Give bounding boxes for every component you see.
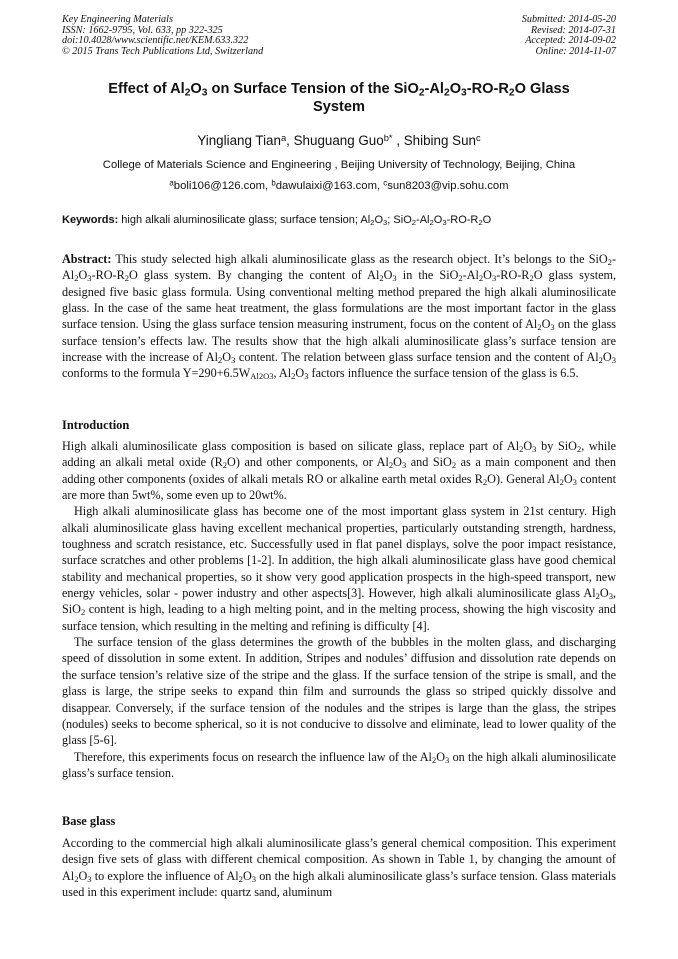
introduction-heading: Introduction: [62, 418, 130, 432]
title-line-1: Effect of $Al_2O_3$ on Surface Tension of the $SiO_2-Al_2O_3-RO-R_2O$ Glass: [108, 81, 570, 99]
email-link[interactable]: sun8203@vip.sohu.com: [387, 180, 509, 192]
base-glass-paragraph-1: According to the commercial high alkali aluminosilicate glass’s general chemical composition. This experiment design five sets of glass with different chemical composition. As shown in Table 1, by changing the amount of $Al_2O_3$ to explore the influence of $Al_2O_3$ on the high alkali aluminosilicate glass’s surface tension. Glass materials used in this experiment include: quartz sand, aluminum: [62, 836, 616, 900]
author-emails: $^a$boli106@126.com, $^b$dawulaixi@163.com, $^c$sun8203@vip.sohu.com: [169, 178, 509, 192]
submitted-date: Submitted: 2014-05-20: [521, 14, 616, 25]
intro-paragraph-3: The surface tension of the glass determines the growth of the bubbles in the molten glass, and discharging speed of dissolution in some extent. In addition, Stripes and nodules’ diffusion and dissolution rate depends on the surface tension’s relative size of the stripe and the glass. If the surface tension of the stripe is small, and the glass is large, the stripe seeks to expand thin film and surrounds the glass so striped quickly dissolve and disappear. Conversely, if the surface tension of the nodules and the stripes is large than the glass, the stripes (nodules) seeks to become spherical, so it is not conducive to dissolve and eliminate, lead to lower quality of the glass [5-6].: [62, 635, 616, 748]
journal-header-right: [522, 15, 616, 57]
abstract: [62, 251, 616, 382]
doi-line: doi:10.4028/www.scientific.net/KEM.633.322: [62, 35, 249, 47]
keywords: Keywords: high alkali aluminosilicate glass; surface tension; $Al_2O_3$; $SiO_2-Al_2O_3-RO-R_2O$: [62, 214, 492, 227]
paper-title: [62, 80, 616, 116]
introduction-section: [62, 438, 616, 781]
email-link[interactable]: dawulaixi@163.com,: [275, 180, 384, 192]
base-glass-heading: Base glass: [62, 814, 116, 828]
copyright-line: © 2015 Trans Tech Publications Ltd, Switzerland: [62, 45, 264, 57]
issn-line: ISSN: 1662-9795, Vol. 633, pp 322-325: [62, 24, 223, 36]
intro-paragraph-4: Therefore, this experiments focus on research the influence law of the $Al_2O_3$ on the high alkali aluminosilicate glass’s surface tension.: [62, 749, 616, 780]
author-list: Yingliang Tian$^a$, Shuguang Guo$^{b*}$ , Shibing Sun$^c$: [197, 132, 481, 148]
revised-date: Revised: 2014-07-31: [530, 24, 616, 36]
abstract-text: Abstract: This study selected high alkali aluminosilicate glass as the research object. It’s belongs to the $SiO_2-Al_2O_3-RO-R_2O$ glass system. By changing the content of $Al_2O_3$ in the $SiO_2-Al_2O_3-RO-R_2O$ glass system, designed five basic glass formula. Using conventional melting method prepared the high alkali aluminosilicate glass. In the case of the same heat treatment, the glass formulations are the most important factor in the glass surface tension. Using the glass surface tension measuring instrument, focus on the content of $Al_2O_3$ on the glass surface tension’s effects law. The results show that the high alkali aluminosilicate glass’s surface tension are increase with the increase of $Al_2O_3$ content. The relation between glass surface tension and the content of $Al_2O_3$ conforms to the formula $Y=290+6.5W_{Al2O3}$, $Al_2O_3$ factors influence the surface tension of the glass is 6.5.: [62, 252, 617, 382]
accepted-date: Accepted: 2014-09-02: [525, 35, 616, 47]
online-date: Online: 2014-11-07: [535, 45, 616, 57]
intro-paragraph-2: High alkali aluminosilicate glass has become one of the most important glass system in 21st century. High alkali aluminosilicate glass having excellent mechanical properties, particularly outstanding strength, hardness, toughness and scratch resistance, etc. Successfully used in flat panel displays, solve the poor impact resistance, surface scratches and other problems [1-2]. In addition, the high alkali aluminosilicate glass have good chemical stability and mechanical properties, so it show very good application prospects in the high-speed transport, new energy vehicles, solar - power industry and other aspects[3]. However, high alkali aluminosilicate glass $Al_2O_3$, SiO$_2$ content is high, leading to a high melting point, and in the melting process, showing the high viscosity and surface tension, which resulting in the melting and refining is difficulty [4].: [62, 504, 616, 633]
title-line-2: System: [313, 99, 365, 115]
journal-name: Key Engineering Materials: [62, 14, 173, 25]
base-glass-section: [62, 835, 616, 900]
affiliation: College of Materials Science and Engineering , Beijing University of Technology, Beijing, China: [102, 159, 576, 171]
keywords-label: Keywords:: [62, 214, 119, 226]
abstract-label: Abstract:: [62, 252, 112, 266]
journal-header-left: [62, 15, 263, 57]
email-link[interactable]: boli106@126.com,: [173, 180, 272, 192]
intro-paragraph-1: High alkali aluminosilicate glass composition is based on silicate glass, replace part of $Al_2O_3$ by SiO$_2$, while adding an alkali metal oxide $(R_2O)$ and other components, or $Al_2O_3$ and SiO$_2$ as a main component and then adding other components (oxides of alkali metals RO or alkaline earth metal oxides $R_2O$). General $Al_2O_3$ content are more than 5wt%, some even up to 20wt%.: [62, 439, 617, 503]
